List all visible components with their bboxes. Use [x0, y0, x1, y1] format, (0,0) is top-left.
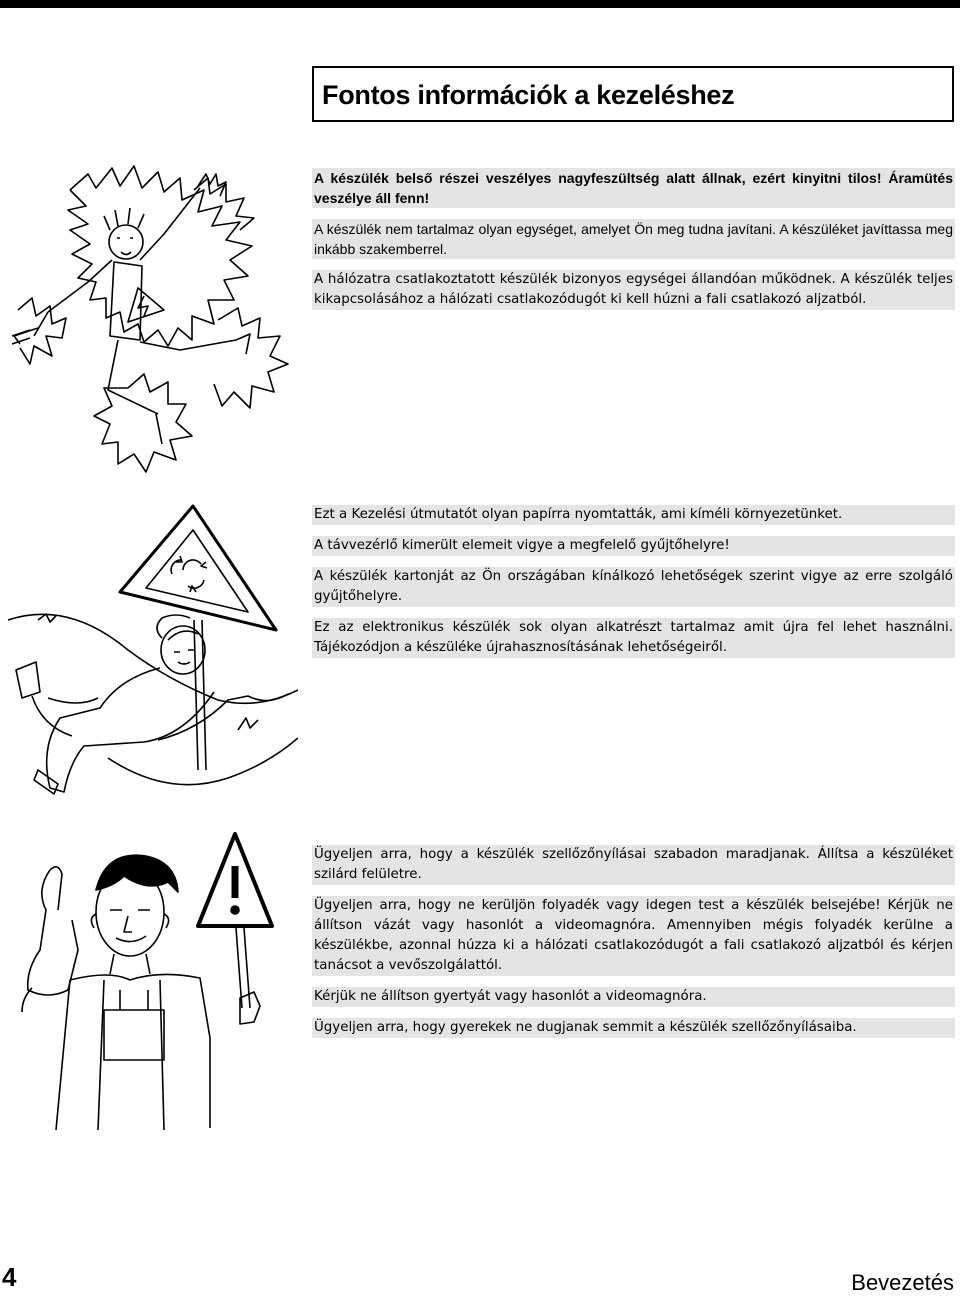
caution-illustration [10, 830, 290, 1130]
section-electrical-safety [312, 168, 955, 321]
title-box [312, 66, 954, 122]
page-title: Fontos információk a kezeléshez [322, 80, 735, 110]
high-voltage-warning: A készülék belső részei veszélyes nagyfeszültség alatt állnak, ezért kinyitni tilos! Áramütés veszélye áll fenn! [314, 170, 953, 206]
top-rule [0, 0, 960, 8]
section-name: Bevezetés [851, 1270, 954, 1295]
recycling-notice: Ez az elektronikus készülék sok olyan alkatrészt tartalmaz amit újra fel lehet használni. Tájékozódjon a készüléke újrahasznosításának lehetőségeiről. [312, 618, 955, 658]
children-notice: Ügyeljen arra, hogy gyerekek ne dugjanak semmit a készülék szellőzőnyílásaiba. [312, 1018, 955, 1038]
candle-notice: Kérjük ne állítson gyertyát vagy hasonlót a videomagnóra. [312, 987, 955, 1007]
repair-notice: A készülék nem tartalmaz olyan egységet, amelyet Ön meg tudna javítani. A készüléket javíttassa meg inkább szakemberrel. [314, 221, 953, 257]
page-number: 4 [2, 1262, 17, 1292]
section-handling [312, 845, 955, 1049]
section-environment [312, 505, 955, 669]
liquid-notice: Ügyeljen arra, hogy ne kerüljön folyadék vagy idegen test a készülék belsejébe! Kérjük ne állítson vázát vagy hasonlót a videomagnóra. Amennyiben mégis folyadék kerülne a készülékbe, azonnal húzza ki a hálózati csatlakozódugót a fali csatlakozó aljzatból és kérjen tanácsot a vevőszolgálattól. [312, 896, 955, 976]
ventilation-notice: Ügyeljen arra, hogy a készülék szellőzőnyílásai szabadon maradjanak. Állítsa a készüléket szilárd felületre. [312, 845, 955, 885]
electric-shock-illustration [8, 160, 298, 480]
power-disconnect-notice: A hálózatra csatlakoztatott készülék bizonyos egységei állandóan működnek. A készülék teljes kikapcsolásához a hálózati csatlakozódugót ki kell húzni a fali csatlakozó aljzatból. [312, 270, 955, 310]
paper-notice: Ezt a Kezelési útmutatót olyan papírra nyomtatták, ami kíméli környezetünket. [312, 505, 955, 525]
packaging-disposal-notice: A készülék kartonját az Ön országában kínálkozó lehetőségek szerint vigye az erre szolgáló gyűjtőhelyre. [312, 567, 955, 607]
recycling-illustration [8, 500, 298, 810]
battery-disposal-notice: A távvezérlő kimerült elemeit vigye a megfelelő gyűjtőhelyre! [312, 536, 955, 556]
